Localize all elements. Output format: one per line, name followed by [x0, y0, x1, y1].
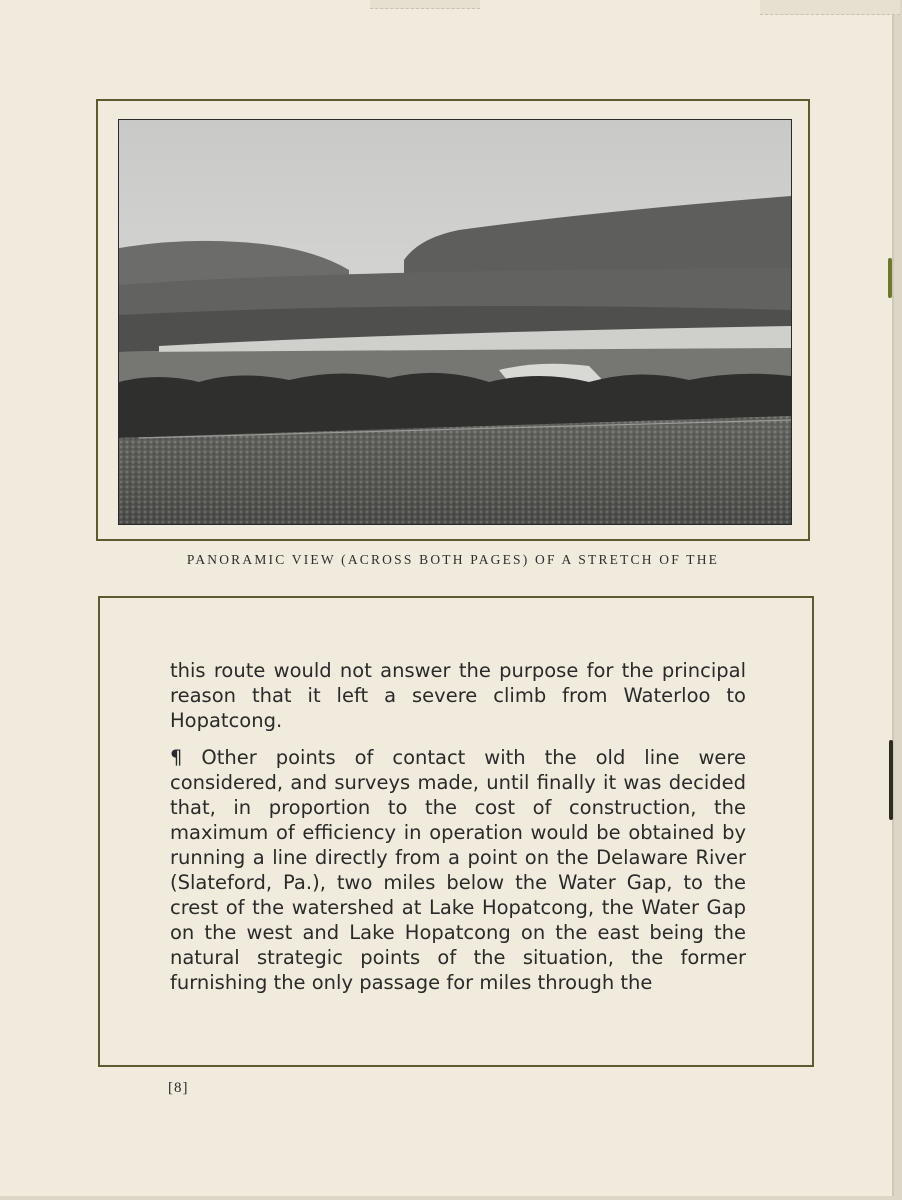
page-number: [8] [168, 1080, 189, 1096]
binding-mark [888, 258, 892, 298]
landscape-photograph [118, 119, 792, 525]
paragraph: ¶ Other points of contact with the old line were considered, and surveys made, until finally it was decided that, in proportion to the cost of construction, the maximum of efficiency in operation would be obtained by running a line directly from a point on the Delaware River (Slateford, Pa.), two miles below the Water Gap, to the crest of the watershed at Lake Hopatcong, the Water Gap on the west and Lake Hopatcong on the east being the natural strategic points of the situation, the former furnishing the only passage for miles through the [170, 746, 746, 994]
photo-caption: PANORAMIC VIEW (ACROSS BOTH PAGES) OF A STRETCH OF THE [186, 552, 720, 567]
torn-edge [370, 0, 480, 9]
text-body [170, 658, 746, 1007]
paragraph: this route would not answer the purpose for the principal reason that it left a severe climb from Waterloo to Hopatcong. [170, 659, 746, 732]
torn-edge [760, 0, 900, 15]
landscape-illustration [119, 120, 791, 524]
binding-mark [889, 740, 893, 820]
photo-frame [96, 99, 810, 541]
text-frame [98, 596, 814, 1067]
